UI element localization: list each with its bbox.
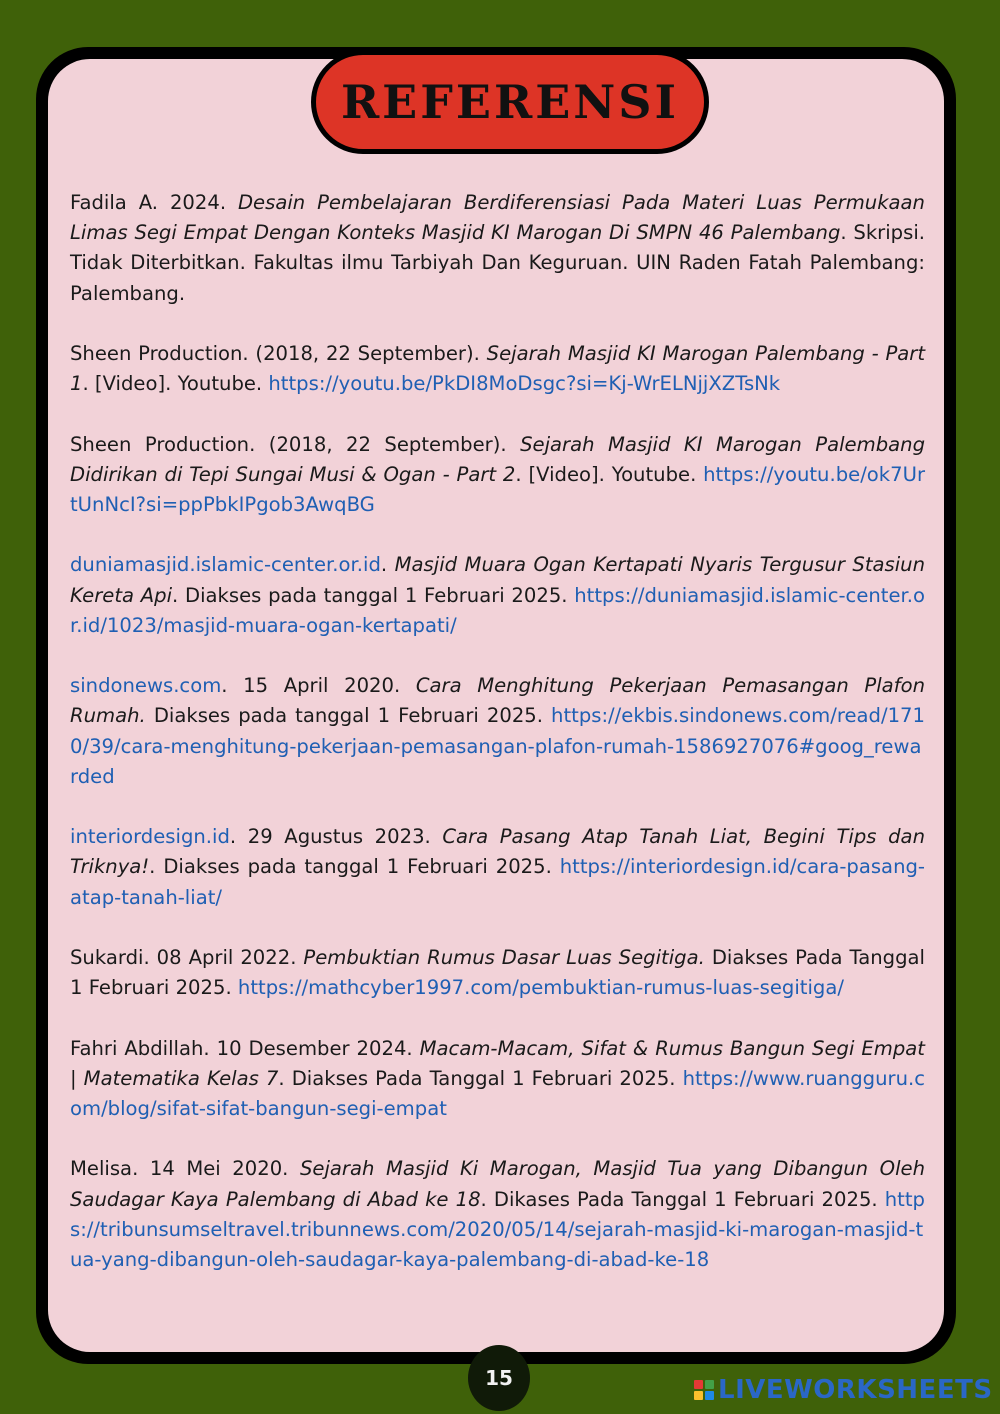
title-banner (311, 50, 709, 154)
logo-square (705, 1380, 714, 1389)
reference-text: Diakses pada tanggal 1 Februari 2025. (145, 704, 552, 728)
reference-text: . Diakses pada tanggal 1 Februari 2025. (172, 583, 575, 607)
reference-title: Sejarah Masjid Ki Marogan, Masjid Tua yang Dibangun Oleh Saudagar Kaya Palembang di Abad ke 18 (70, 1157, 925, 1211)
reference-entry (70, 339, 925, 399)
reference-link[interactable]: duniamasjid.islamic-center.or.id (70, 553, 381, 577)
brand-text: LIVEWORKSHEETS (718, 1375, 993, 1405)
reference-link[interactable]: https://mathcyber1997.com/pembuktian-rumus-luas-segitiga/ (237, 976, 844, 1000)
reference-title: Pembuktian Rumus Dasar Luas Segitiga. (303, 945, 705, 969)
reference-text: Sheen Production. (2018, 22 September). (70, 342, 487, 365)
reference-text: . 29 Agustus 2023. (229, 825, 443, 849)
reference-link[interactable]: interiordesign.id (70, 825, 230, 849)
reference-link[interactable]: https://interiordesign.id/cara-pasang-atap-tanah-liat/ (70, 855, 925, 909)
page-number: 15 (485, 1366, 513, 1390)
reference-list (70, 188, 925, 1305)
reference-entry (70, 1034, 925, 1125)
reference-title: Desain Pembelajaran Berdiferensiasi Pada Materi Luas Permukaan Limas Segi Empat Dengan Konteks Masjid KI Marogan Di SMPN 46 Palembang (70, 191, 925, 245)
reference-text: . [Video]. Youtube. (82, 372, 269, 396)
logo-square (705, 1391, 714, 1400)
reference-text: . 15 April 2020. (221, 674, 416, 698)
logo-square (694, 1391, 703, 1400)
reference-link[interactable]: https://youtu.be/ok7UrtUnNcI?si=ppPbkIPgob3AwqBG (70, 462, 925, 516)
reference-title: Cara Pasang Atap Tanah Liat, Begini Tips dan Triknya! (70, 825, 925, 879)
reference-entry (70, 188, 925, 309)
reference-entry (70, 1154, 925, 1275)
reference-entry (70, 943, 925, 1003)
reference-title: Sejarah Masjid KI Marogan Palembang - Part 1 (70, 342, 926, 396)
reference-text: Fahri Abdillah. 10 Desember 2024. (70, 1036, 420, 1060)
reference-text: . Diakses Pada Tanggal 1 Februari 2025. (278, 1066, 683, 1090)
reference-link[interactable]: https://ekbis.sindonews.com/read/1710/39/cara-menghitung-pekerjaan-pemasangan-plafon-rumah-1586927076#goog_rewarded (70, 704, 925, 788)
liveworksheets-logo (694, 1374, 993, 1406)
reference-title: Macam-Macam, Sifat & Rumus Bangun Segi Empat | Matematika Kelas 7 (70, 1036, 925, 1090)
reference-entry (70, 550, 925, 641)
reference-text: Sukardi. 08 April 2022. (70, 945, 304, 969)
reference-entry (70, 671, 925, 792)
reference-text: . Skripsi. Tidak Diterbitkan. Fakultas ilmu Tarbiyah Dan Keguruan. UIN Raden Fatah Palembang: Palembang. (70, 221, 926, 305)
reference-text: Melisa. 14 Mei 2020. (70, 1157, 300, 1181)
logo-grid-icon (694, 1380, 714, 1400)
reference-text: . Dikases Pada Tanggal 1 Februari 2025. (480, 1187, 885, 1211)
page-title: REFERENSI (340, 75, 680, 129)
reference-title: Masjid Muara Ogan Kertapati Nyaris Tergusur Stasiun Kereta Api (70, 553, 925, 607)
reference-text: . [Video]. Youtube. (515, 462, 704, 486)
reference-title: Cara Menghitung Pekerjaan Pemasangan Plafon Rumah. (70, 674, 925, 728)
reference-text: Fadila A. 2024. (70, 191, 238, 214)
page-number-badge (468, 1345, 530, 1411)
reference-text: Diakses Pada Tanggal 1 Februari 2025. (70, 945, 925, 1000)
reference-entry (70, 822, 925, 913)
reference-text: Sheen Production. (2018, 22 September). (70, 432, 521, 456)
reference-link[interactable]: sindonews.com (70, 674, 222, 698)
reference-entry (70, 430, 925, 521)
reference-text: . Diakses pada tanggal 1 Februari 2025. (149, 855, 560, 879)
reference-link[interactable]: https://youtu.be/PkDI8MoDsgc?si=Kj-WrELNjjXZTsNk (268, 372, 781, 396)
logo-square (694, 1380, 703, 1389)
reference-link[interactable]: https://duniamasjid.islamic-center.or.id/1023/masjid-muara-ogan-kertapati/ (70, 583, 926, 637)
reference-title: Sejarah Masjid KI Marogan Palembang Didirikan di Tepi Sungai Musi & Ogan - Part 2 (70, 432, 926, 486)
reference-link[interactable]: https://tribunsumseltravel.tribunnews.com/2020/05/14/sejarah-masjid-ki-marogan-masjid-tua-yang-dibangun-oleh-saudagar-kaya-palembang-di-abad-ke-18 (70, 1187, 925, 1271)
reference-text: . (380, 553, 395, 577)
reference-link[interactable]: https://www.ruangguru.com/blog/sifat-sifat-bangun-segi-empat (70, 1066, 925, 1120)
